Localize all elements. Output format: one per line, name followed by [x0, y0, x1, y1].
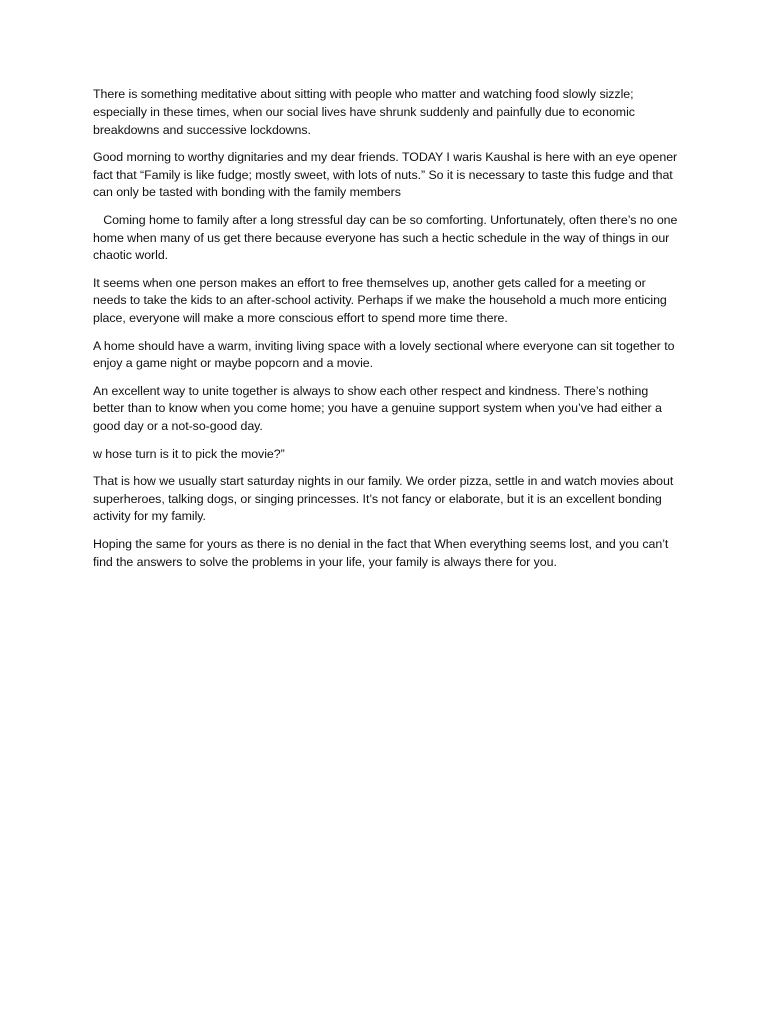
paragraph-5: A home should have a warm, inviting living space with a lovely sectional where everyone can sit together to enjoy a game night or maybe popcorn and a movie. [93, 338, 678, 371]
paragraph-2: Good morning to worthy dignitaries and my dear friends. TODAY I waris Kaushal is here with an eye opener fact that “Family is like fudge; mostly sweet, with lots of nuts.” So it is necessary to taste this fudge and that can only be tasted with bonding with the family members [93, 149, 681, 200]
paragraph-4: It seems when one person makes an effort to free themselves up, another gets called for a meeting or needs to take the kids to an after-school activity. Perhaps if we make the household a much more enticing place, everyone will make a more conscious effort to spend more time there. [93, 275, 671, 326]
document-body [93, 86, 681, 581]
paragraph-7: w hose turn is it to pick the movie?” [93, 446, 285, 461]
paragraph-3: Coming home to family after a long stressful day can be so comforting. Unfortunately, often there’s no one home when many of us get there because everyone has such a hectic schedule in the way of things in our chaotic world. [93, 212, 681, 263]
paragraph-1: There is something meditative about sitting with people who matter and watching food slowly sizzle; especially in these times, when our social lives have shrunk suddenly and painfully due to economic breakdowns and successive lockdowns. [93, 87, 639, 137]
paragraph-8: That is how we usually start saturday nights in our family. We order pizza, settle in and watch movies about superheroes, talking dogs, or singing princesses. It’s not fancy or elaborate, but it is an excellent bonding activity for my family. [93, 473, 677, 524]
paragraph-9: Hoping the same for yours as there is no denial in the fact that When everything seems lost, and you can’t find the answers to solve the problems in your life, your family is always there for you. [93, 536, 672, 569]
paragraph-6: An excellent way to unite together is always to show each other respect and kindness. There’s nothing better than to know when you come home; you have a genuine support system when you’ve had either a good day or a not-so-good day. [93, 383, 666, 434]
